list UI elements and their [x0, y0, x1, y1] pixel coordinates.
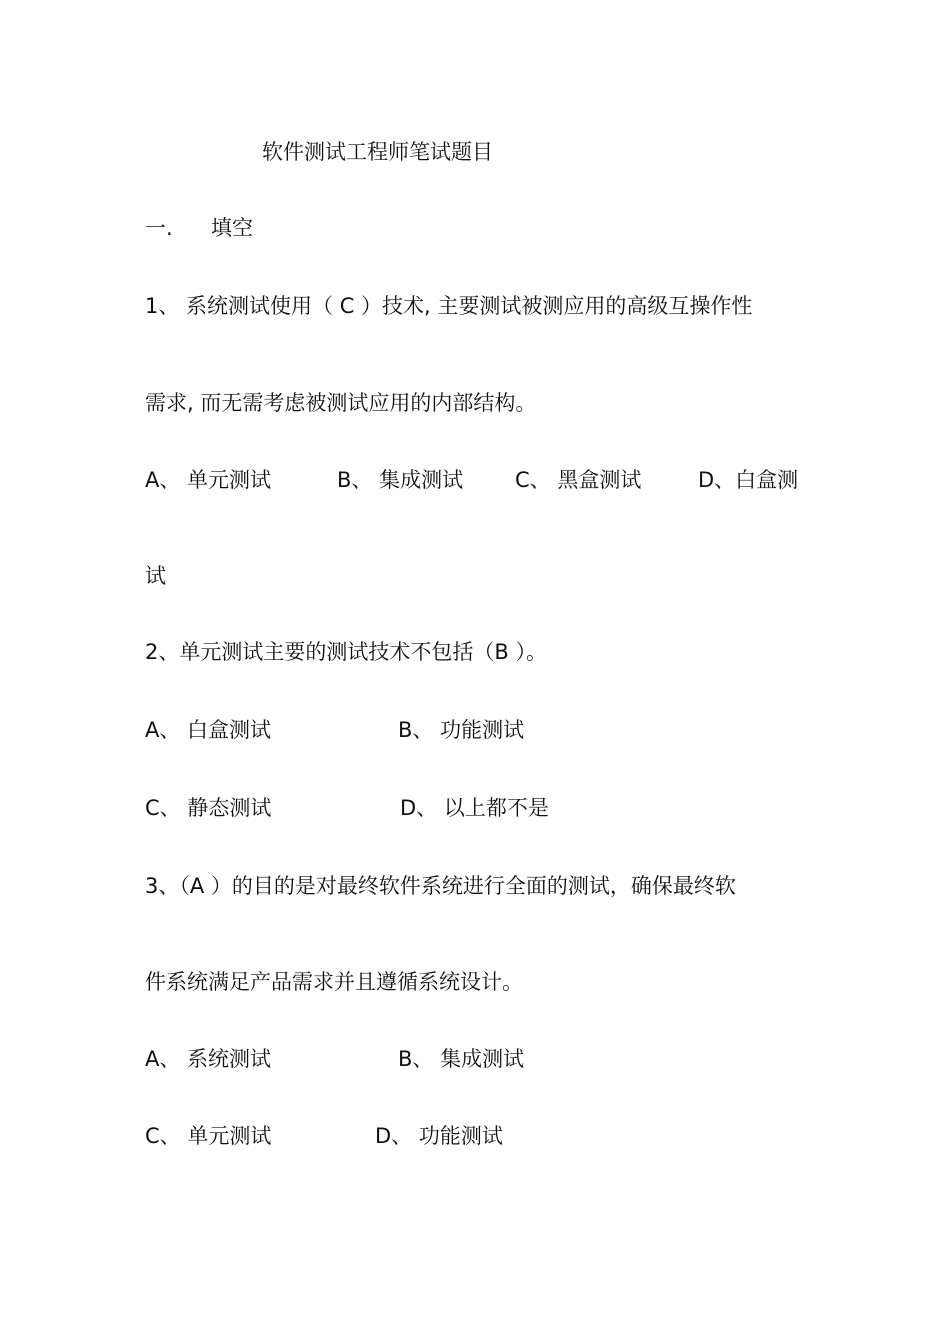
question-3-option-c: C、 单元测试: [145, 1124, 272, 1148]
question-3-option-b: B、 集成测试: [398, 1047, 525, 1071]
question-3-line-2: 件系统满足产品需求并且遵循系统设计。: [145, 970, 523, 994]
question-1-option-d: D、白盒测: [698, 468, 799, 492]
document-title: 软件测试工程师笔试题目: [262, 140, 493, 164]
question-1-option-a: A、 单元测试: [145, 468, 272, 492]
question-1-line-1: 1、 系统测试使用（ C ）技术, 主要测试被测应用的高级互操作性: [145, 294, 753, 318]
section-number: 一.: [145, 216, 173, 240]
question-2-line-1: 2、单元测试主要的测试技术不包括（B ）。: [145, 640, 547, 664]
question-3-option-d: D、 功能测试: [375, 1124, 503, 1148]
question-3-line-1: 3、（A ）的目的是对最终软件系统进行全面的测试，确保最终软: [145, 874, 736, 898]
question-2-option-b: B、 功能测试: [398, 718, 525, 742]
section-title: 填空: [211, 216, 253, 240]
question-3-option-a: A、 系统测试: [145, 1047, 272, 1071]
question-1-line-2: 需求, 而无需考虑被测试应用的内部结构。: [145, 391, 537, 415]
question-2-option-a: A、 白盒测试: [145, 718, 272, 742]
question-2-option-c: C、 静态测试: [145, 796, 272, 820]
question-1-option-d-continued: 试: [145, 564, 166, 588]
question-1-option-b: B、 集成测试: [337, 468, 464, 492]
question-2-option-d: D、 以上都不是: [400, 796, 549, 820]
question-1-option-c: C、 黑盒测试: [515, 468, 642, 492]
